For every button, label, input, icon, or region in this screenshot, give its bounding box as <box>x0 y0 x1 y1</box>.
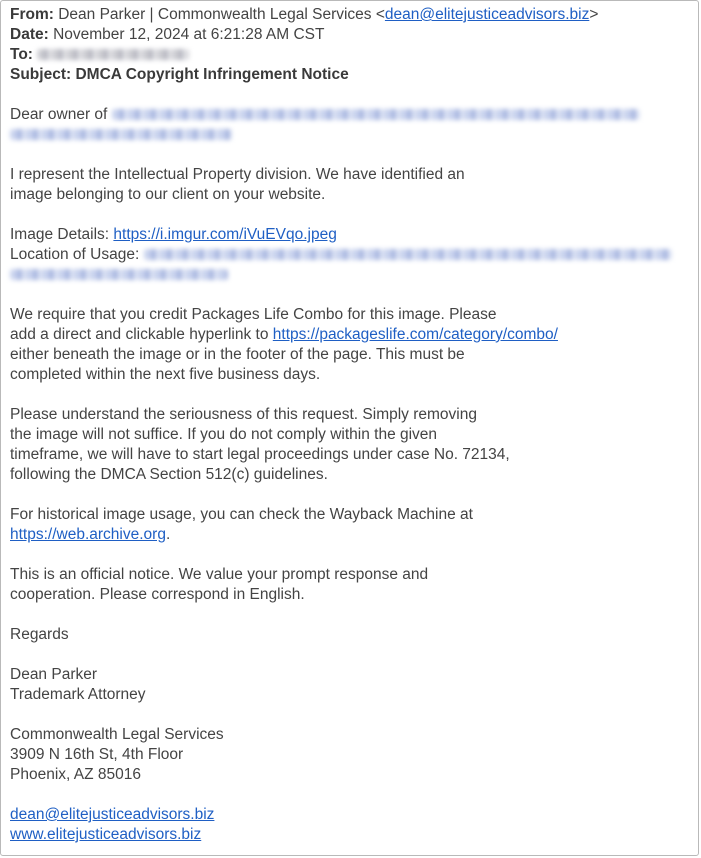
combo-link[interactable]: https://packageslife.com/category/combo/ <box>272 326 558 343</box>
to-line <box>10 45 694 65</box>
p1-line2: image belonging to our client on your website. <box>10 186 326 203</box>
from-email-link[interactable]: dean@elitejusticeadvisors.biz <box>384 6 590 23</box>
p2-line2 <box>10 325 694 345</box>
from-close: > <box>589 6 599 23</box>
date-line <box>10 25 694 45</box>
redacted-url-part2[interactable] <box>10 129 232 140</box>
from-line <box>10 5 694 25</box>
signature-web-line <box>10 825 694 845</box>
p5-line1: This is an official notice. We value your prompt response and <box>10 566 429 583</box>
redacted-recipient <box>37 49 189 60</box>
to-label: To: <box>10 46 33 63</box>
image-details-label: Image Details: <box>10 226 114 243</box>
p2-line4: completed within the next five business days. <box>10 366 321 383</box>
p2-line3: either beneath the image or in the footer of the page. This must be <box>10 346 465 363</box>
greeting-line <box>10 105 694 125</box>
from-name: Dean Parker | Commonwealth Legal Services < <box>58 6 385 23</box>
redacted-location-part2[interactable] <box>10 269 228 280</box>
date-value: November 12, 2024 at 6:21:28 AM CST <box>53 26 325 43</box>
redacted-url-part1[interactable] <box>112 109 640 120</box>
p3-line4: following the DMCA Section 512(c) guidelines. <box>10 466 328 483</box>
subject-line <box>10 65 694 85</box>
p2-line2-text: add a direct and clickable hyperlink to <box>10 326 273 343</box>
p4-line2 <box>10 525 694 545</box>
p4-period: . <box>165 526 171 543</box>
signature-email-link[interactable]: dean@elitejusticeadvisors.biz <box>10 806 215 823</box>
email-content <box>10 5 694 845</box>
p3-line3: timeframe, we will have to start legal proceedings under case No. 72134, <box>10 446 510 463</box>
from-label: From: <box>10 6 54 23</box>
p1-line1: I represent the Intellectual Property division. We have identified an <box>10 166 465 183</box>
address-line1: 3909 N 16th St, 4th Floor <box>10 746 184 763</box>
subject-value: DMCA Copyright Infringement Notice <box>75 66 349 83</box>
greeting-text: Dear owner of <box>10 106 108 123</box>
wayback-link[interactable]: https://web.archive.org <box>10 526 166 543</box>
signature-website-link[interactable]: www.elitejusticeadvisors.biz <box>10 826 202 843</box>
location-label: Location of Usage: <box>10 246 144 263</box>
subject-label: Subject: <box>10 66 72 83</box>
p5-line2: cooperation. Please correspond in English. <box>10 586 305 603</box>
signature-title: Trademark Attorney <box>10 686 146 703</box>
p3-line2: the image will not suffice. If you do not comply within the given <box>10 426 438 443</box>
organization-name: Commonwealth Legal Services <box>10 726 224 743</box>
redacted-location-part1[interactable] <box>144 249 672 260</box>
image-details-line <box>10 225 694 245</box>
location-line-2 <box>10 265 694 285</box>
p2-line1: We require that you credit Packages Life Combo for this image. Please <box>10 306 497 323</box>
address-line2: Phoenix, AZ 85016 <box>10 766 141 783</box>
date-label: Date: <box>10 26 49 43</box>
regards-text: Regards <box>10 626 69 643</box>
signature-email-line <box>10 805 694 825</box>
greeting-line-2 <box>10 125 694 145</box>
signature-name: Dean Parker <box>10 666 98 683</box>
image-details-link[interactable]: https://i.imgur.com/iVuEVqo.jpeg <box>113 226 337 243</box>
location-line <box>10 245 694 265</box>
p4-line1: For historical image usage, you can check the Wayback Machine at <box>10 506 473 523</box>
p3-line1: Please understand the seriousness of this request. Simply removing <box>10 406 477 423</box>
